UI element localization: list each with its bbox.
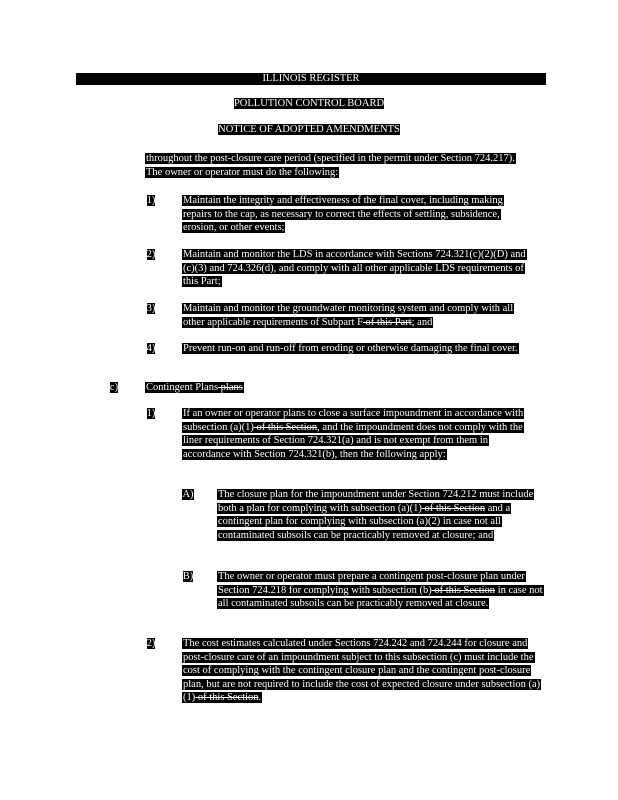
section-c-heading xyxy=(145,381,445,395)
section-c-title-struck: plans xyxy=(218,382,243,393)
item-cA-struck: of this Section xyxy=(421,502,486,514)
item-b2-number: 2) xyxy=(146,249,156,260)
item-c2-struck: of this Section xyxy=(195,692,259,703)
item-b2 xyxy=(182,248,534,289)
section-c-number: c) xyxy=(109,382,119,393)
item-cB-struck: of this Section xyxy=(431,584,496,596)
register-title: ILLINOIS REGISTER xyxy=(262,73,360,84)
section-c-title: Contingent Plans xyxy=(146,382,219,393)
intro-text: throughout the post-closure care period (specified in the permit under Section 724.217). The owner or operator must do the following: xyxy=(146,153,515,178)
item-cA xyxy=(217,488,543,542)
item-cA-text: The closure plan for the impoundment under Section 724.212 must include both a plan for complying with subsection (a)(1) of this Section and a contingent plan for complying with subsection (a)(2) in case not all contaminated subsoils can be practicably removed at closure; and xyxy=(218,489,534,541)
item-b3 xyxy=(182,302,534,329)
header-rule xyxy=(76,84,546,85)
item-c2-text: The cost estimates calculated under Sections 724.242 and 724.244 for closure and post-closure care of an impoundment subject to this subsection (c) must include the cost of complying with the contingent closure plan and the contingent post-closure plan, but are not required to include the cost of expected closure under subsection (a)(1) of this Section. xyxy=(183,638,541,703)
item-c1 xyxy=(182,407,534,461)
item-c1-struck: of this Section xyxy=(253,421,318,433)
board-title: POLLUTION CONTROL BOARD xyxy=(233,98,385,109)
notice-title: NOTICE OF ADOPTED AMENDMENTS xyxy=(218,124,400,135)
item-b1-number: 1) xyxy=(146,195,156,206)
item-cA-number: A) xyxy=(182,489,194,500)
item-b1 xyxy=(182,194,534,235)
item-cB-number: B) xyxy=(182,571,194,582)
item-c2 xyxy=(182,637,544,705)
notice-line xyxy=(0,124,618,136)
item-c2-number: 2) xyxy=(146,638,156,649)
item-b3-struck: of this Part xyxy=(362,316,412,328)
item-b4-text: Prevent run-on and run-off from eroding or otherwise damaging the final cover. xyxy=(183,343,518,354)
item-cB xyxy=(217,570,543,611)
item-b3-number: 3) xyxy=(146,303,156,314)
board-line xyxy=(0,98,618,110)
item-b4-number: 4) xyxy=(146,343,156,354)
item-c1-number: 1) xyxy=(146,408,156,419)
item-b4 xyxy=(182,342,534,356)
item-c1-text: If an owner or operator plans to close a surface impoundment in accordance with subsection (a)(1) of this Section, and the impoundment does not comply with the liner requirements of Section 724.321(a) and is not exempt from them in accordance with Section 724.321(b), then the following apply: xyxy=(183,408,524,460)
item-b2-text: Maintain and monitor the LDS in accordance with Sections 724.321(c)(2)(D) and (c)(3) and 724.326(d), and comply with all other applicable LDS requirements of this Part; xyxy=(183,249,526,287)
item-b1-text: Maintain the integrity and effectiveness of the final cover, including making repairs to the cap, as necessary to correct the effects of settling, subsidence, erosion, or other events; xyxy=(183,195,503,233)
item-cB-text: The owner or operator must prepare a contingent post-closure plan under Section 724.218 for complying with subsection (b) of this Section in case not all contaminated subsoils can be practicably removed at closure. xyxy=(218,571,543,609)
item-b3-text: Maintain and monitor the groundwater monitoring system and comply with all other applicable requirements of Subpart F of this Part; and xyxy=(183,303,514,328)
intro-paragraph xyxy=(145,152,525,179)
